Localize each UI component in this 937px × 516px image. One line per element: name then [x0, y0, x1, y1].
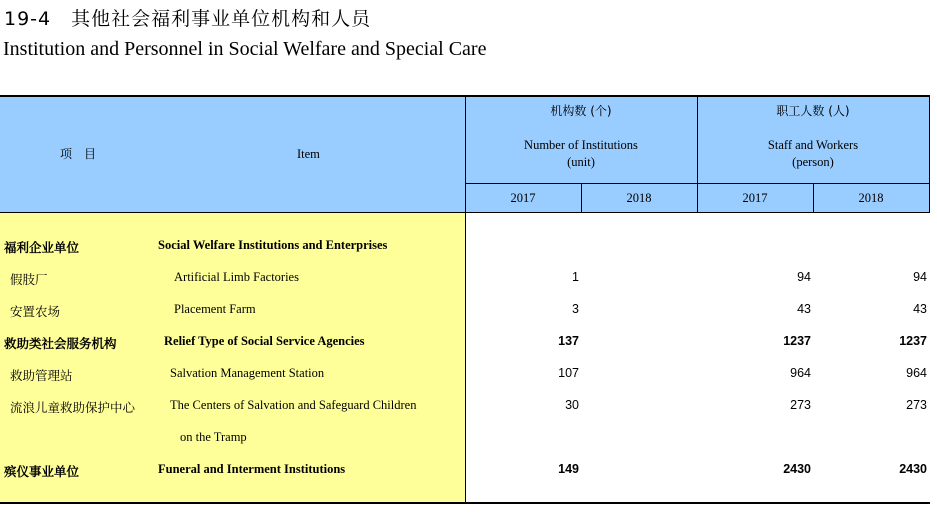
row-item-cn: 流浪儿童救助保护中心: [10, 400, 136, 415]
institutions-2017-value: 107: [558, 366, 579, 380]
row-item-en-continued: on the Tramp: [180, 430, 247, 444]
row-item-en: Relief Type of Social Service Agencies: [164, 334, 365, 348]
table-row: [0, 390, 930, 422]
table-row: [0, 230, 930, 262]
institutions-header-cn: 机构数 (个): [550, 104, 612, 118]
staff-2017-value: 1237: [783, 334, 811, 348]
row-item-cn: 假肢厂: [10, 272, 48, 287]
row-item-en: The Centers of Salvation and Safeguard Children: [170, 398, 417, 412]
row-item-cn: 救助管理站: [10, 368, 73, 383]
row-item-en: Artificial Limb Factories: [174, 270, 299, 284]
staff-2017-value: 273: [790, 398, 811, 412]
year-header: 2017: [510, 191, 536, 205]
year-header: 2018: [626, 191, 652, 205]
staff-2017-value: 2430: [783, 462, 811, 476]
table-row: [0, 294, 930, 326]
institutions-header-unit: (unit): [567, 155, 595, 169]
staff-header-cn: 职工人数 (人): [776, 104, 850, 118]
table-title-cn: 19-4 其他社会福利事业单位机构和人员: [4, 8, 372, 30]
table-row: [0, 358, 930, 390]
staff-2018-value: 273: [906, 398, 927, 412]
staff-header-en: Staff and Workers: [767, 138, 859, 152]
staff-2017-value: 94: [797, 270, 811, 284]
year-header: 2017: [742, 191, 768, 205]
row-item-cn: 福利企业单位: [4, 240, 80, 255]
row-item-cn: 安置农场: [10, 304, 61, 319]
institutions-2017-value: 3: [572, 302, 579, 316]
staff-header-unit: (person): [792, 155, 834, 169]
staff-2018-value: 964: [906, 366, 927, 380]
year-header: 2018: [858, 191, 884, 205]
table-row: [0, 422, 930, 454]
staff-2018-value: 43: [913, 302, 927, 316]
institutions-2017-value: 1: [572, 270, 579, 284]
item-header-en: Item: [297, 147, 320, 161]
item-header-cn: 项 目: [60, 147, 97, 161]
institutions-2017-value: 149: [558, 462, 579, 476]
staff-2017-value: 964: [790, 366, 811, 380]
institutions-2017-value: 30: [565, 398, 579, 412]
row-item-en: Funeral and Interment Institutions: [158, 462, 346, 476]
table-row: [0, 454, 930, 486]
row-item-en: Salvation Management Station: [170, 366, 325, 380]
row-item-cn: 殡仪事业单位: [4, 464, 80, 479]
table-title-en: Institution and Personnel in Social Welfare and Special Care: [3, 38, 487, 60]
staff-2017-value: 43: [797, 302, 811, 316]
row-item-en: Social Welfare Institutions and Enterprises: [158, 238, 388, 252]
staff-2018-value: 94: [913, 270, 927, 284]
row-item-cn: 救助类社会服务机构: [4, 336, 117, 351]
year-row-rule: [465, 183, 930, 184]
institutions-header-en: Number of Institutions: [524, 138, 638, 152]
institutions-2017-value: 137: [558, 334, 579, 348]
table-bottom-rule: [0, 502, 930, 504]
staff-2018-value: 2430: [899, 462, 927, 476]
table-right-edge: [929, 97, 930, 213]
staff-2018-value: 1237: [899, 334, 927, 348]
table-row: [0, 262, 930, 294]
table-row: [0, 326, 930, 358]
row-item-en: Placement Farm: [174, 302, 256, 316]
